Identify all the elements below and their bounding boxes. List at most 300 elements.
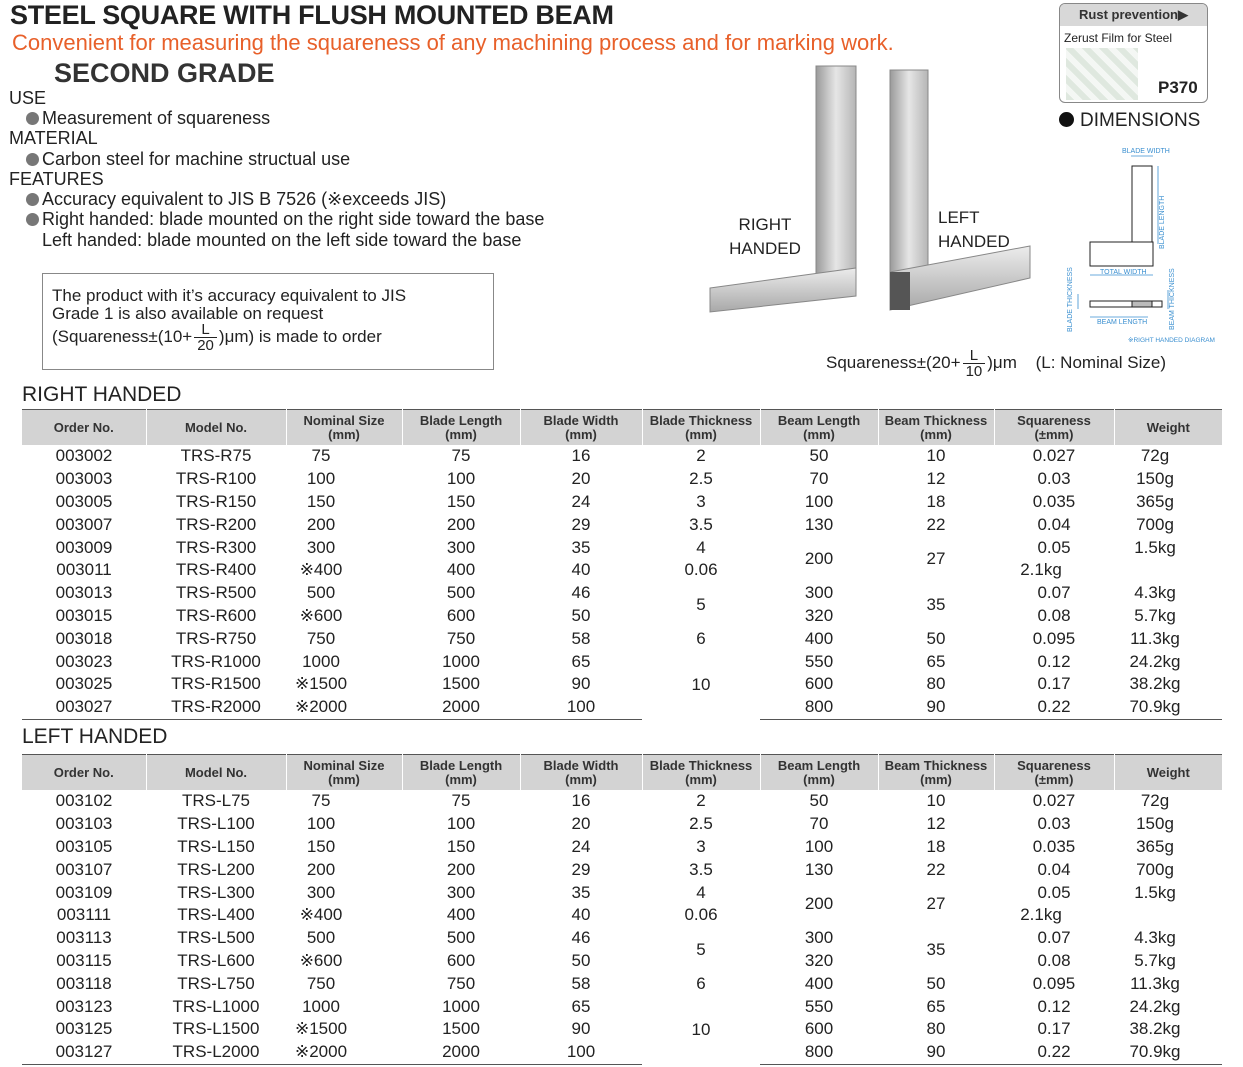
cell-nominal-size: 75 (311, 446, 331, 466)
cell-model-no: TRS-L150 (177, 836, 255, 856)
cell-blade-length: 500 (446, 928, 476, 948)
note-line: The product with it’s accuracy equivalent to JIS (52, 286, 407, 305)
table-body (22, 445, 1222, 719)
table-row (22, 445, 1222, 468)
cell-blade-length: 300 (446, 882, 476, 902)
cell-nominal-size: 300 (306, 882, 336, 902)
cell-squareness: 0.08 (1037, 950, 1071, 970)
cell-weight: 700g (1136, 859, 1174, 879)
cell-model-no: TRS-L400 (177, 905, 255, 925)
cell-beam-thickness: 18 (926, 491, 946, 511)
cell-blade-width: 24 (571, 491, 591, 511)
cell-squareness: 0.035 (1032, 491, 1076, 511)
cell-blade-length: 100 (446, 814, 476, 834)
cell-blade-length: 150 (446, 491, 476, 511)
cell-weight: 11.3kg (1130, 628, 1180, 648)
cell-model-no: TRS-L1000 (172, 996, 260, 1016)
dimensions-heading: DIMENSIONS (1059, 110, 1200, 132)
cell-weight: 1.5kg (1134, 537, 1176, 557)
table-row (22, 1018, 1222, 1041)
cell-blade-length: 750 (446, 973, 476, 993)
left-square-blade (890, 70, 928, 280)
cell-beam-length: 130 (804, 859, 834, 879)
cell-model-no: TRS-R2000 (146, 696, 286, 719)
cell-squareness: 0.05 (1037, 537, 1071, 557)
cell-beam-length: 70 (809, 469, 829, 489)
rust-film-image (1066, 48, 1138, 100)
cell-weight: 70.9kg (1114, 696, 1222, 719)
cell-beam-thickness: 80 (926, 1019, 946, 1039)
cell-beam-thickness: 22 (926, 514, 946, 534)
cell-order-no: 003113 (56, 928, 112, 948)
cell-model-no: TRS-R400 (175, 560, 257, 580)
table-body (22, 790, 1222, 1064)
total-width-label: TOTAL WIDTH (1100, 269, 1147, 276)
column-header-nominal-size: Nominal Size (mm) (286, 755, 402, 791)
blade-thickness-label: BLADE THICKNESS (1067, 267, 1074, 332)
blade-width-label: BLADE WIDTH (1122, 148, 1170, 155)
cell-beam-length: 800 (760, 1041, 878, 1064)
cell-squareness: 0.03 (1037, 814, 1071, 834)
cell-model-no: TRS-R300 (175, 537, 257, 557)
cell-model-no: TRS-R600 (175, 605, 257, 625)
cell-blade-thickness: 3.5 (689, 859, 713, 879)
cell-model-no: TRS-L200 (177, 859, 255, 879)
right-handed-title: RIGHT HANDED (22, 383, 182, 406)
cell-weight: 70.9kg (1114, 1041, 1222, 1064)
cell-model-no: TRS-R75 (180, 446, 252, 466)
cell-beam-length: 50 (809, 446, 829, 466)
cell-squareness: 0.035 (1032, 836, 1076, 856)
feature-item: Accuracy equivalent to JIS B 7526 (※exceeds JIS) (26, 189, 446, 210)
cell-squareness: 0.22 (994, 696, 1114, 719)
right-handed-label: RIGHT HANDED (729, 215, 801, 258)
cell-beam-length: 400 (804, 628, 834, 648)
cell-weight: 72g (1140, 446, 1170, 466)
cell-blade-width: 65 (571, 651, 591, 671)
cell-blade-thickness: 3 (696, 491, 706, 511)
cell-order-no: 003027 (22, 696, 146, 719)
cell-blade-length: 1500 (442, 674, 480, 694)
bullet-icon (1059, 112, 1074, 127)
cell-beam-thickness: 10 (926, 446, 946, 466)
cell-beam-thickness: 65 (926, 651, 946, 671)
cell-blade-width: 20 (571, 814, 591, 834)
cell-blade-length: 750 (446, 628, 476, 648)
cell-squareness: 0.17 (1037, 1019, 1071, 1039)
cell-squareness: 0.12 (1037, 651, 1071, 671)
cell-beam-length: 50 (809, 791, 829, 811)
cell-squareness: 0.027 (1032, 446, 1076, 466)
cell-blade-thickness: 10 (691, 1019, 711, 1039)
table-row (22, 650, 1222, 673)
cell-order-no: 003127 (22, 1041, 146, 1064)
table-row (22, 836, 1222, 859)
cell-blade-width: 40 (571, 905, 591, 925)
cell-weight: 150g (1136, 814, 1174, 834)
cell-weight: 2.1kg (1020, 560, 1062, 580)
cell-model-no: TRS-L600 (177, 950, 255, 970)
cell-model-no: TRS-R1500 (171, 674, 261, 694)
cell-blade-length: 75 (451, 791, 471, 811)
cell-order-no: 003103 (55, 814, 113, 834)
beam-thickness-label: BEAM THICKNESS (1169, 268, 1176, 330)
cell-blade-width: 58 (571, 973, 591, 993)
table-row (22, 559, 1222, 582)
cell-blade-thickness: 6 (696, 973, 706, 993)
table-row (22, 627, 1222, 650)
bullet-icon (26, 112, 39, 125)
cell-model-no: TRS-R500 (175, 583, 257, 603)
table-row (22, 605, 1222, 628)
left-handed-label: LEFT HANDED (938, 208, 1010, 251)
cell-blade-length: 300 (446, 537, 476, 557)
cell-order-no: 003018 (55, 628, 113, 648)
cell-squareness: 0.05 (1037, 882, 1071, 902)
cell-nominal-size: 300 (306, 537, 336, 557)
column-header-blade-length: Blade Length (mm) (402, 410, 520, 446)
cell-nominal-size: ※1500 (294, 1019, 348, 1039)
cell-nominal-size: 1000 (302, 651, 340, 671)
cell-blade-length: 1500 (442, 1019, 480, 1039)
column-header-blade-width: Blade Width (mm) (520, 755, 642, 791)
table-row (22, 513, 1222, 536)
use-item: Measurement of squareness (26, 108, 270, 129)
features-label: FEATURES (9, 169, 104, 189)
cell-beam-length: 320 (804, 950, 834, 970)
cell-nominal-size: ※400 (299, 560, 343, 580)
cell-weight: 1.5kg (1134, 882, 1176, 902)
cell-weight: 5.7kg (1134, 950, 1176, 970)
cell-beam-thickness: 27 (926, 893, 946, 913)
cell-weight: 365g (1136, 836, 1174, 856)
cell-order-no: 003009 (55, 537, 113, 557)
table-row (22, 536, 1222, 559)
column-header-beam-thickness: Beam Thickness (mm) (878, 410, 994, 446)
bullet-icon (26, 193, 39, 206)
left-handed-title: LEFT HANDED (22, 725, 168, 748)
cell-nominal-size: 100 (306, 469, 336, 489)
cell-beam-thickness: 90 (878, 1041, 994, 1064)
table-row (22, 1041, 1222, 1064)
cell-order-no: 003005 (55, 491, 113, 511)
cell-beam-length: 550 (804, 651, 834, 671)
cell-beam-length: 300 (804, 928, 834, 948)
cell-order-no: 003115 (56, 950, 112, 970)
cell-model-no: TRS-L2000 (146, 1041, 286, 1064)
cell-blade-width: 50 (571, 605, 591, 625)
cell-nominal-size: ※400 (299, 905, 343, 925)
cell-squareness: 0.12 (1037, 996, 1071, 1016)
cell-blade-length: 400 (446, 560, 476, 580)
cell-squareness: 0.095 (1032, 628, 1076, 648)
cell-blade-thickness: 10 (691, 674, 711, 694)
cell-beam-thickness: 50 (926, 628, 946, 648)
table-row (22, 881, 1222, 904)
column-header-blade-length: Blade Length (mm) (402, 755, 520, 791)
column-header-model-no: Model No. (146, 755, 286, 791)
cell-blade-thickness: 2.5 (689, 814, 713, 834)
cell-blade-width: 20 (571, 469, 591, 489)
grade-label: SECOND GRADE (54, 58, 275, 88)
cell-model-no: TRS-R1000 (171, 651, 261, 671)
cell-blade-length: 600 (446, 950, 476, 970)
cell-model-no: TRS-L300 (177, 882, 255, 902)
cell-order-no: 003023 (55, 651, 113, 671)
cell-blade-length: 75 (451, 446, 471, 466)
table-row (22, 858, 1222, 881)
cell-order-no: 003118 (56, 973, 112, 993)
column-header-blade-width: Blade Width (mm) (520, 410, 642, 446)
cell-blade-width: 90 (571, 1019, 591, 1039)
table-header-row (22, 755, 1222, 791)
cell-order-no: 003123 (55, 996, 113, 1016)
cell-blade-width: 16 (571, 791, 591, 811)
cell-model-no: TRS-L100 (177, 814, 255, 834)
cell-blade-thickness: 3 (696, 836, 706, 856)
cell-weight: 365g (1136, 491, 1174, 511)
cell-beam-length: 130 (804, 514, 834, 534)
cell-model-no: TRS-L1500 (172, 1019, 260, 1039)
cell-order-no: 003025 (55, 674, 113, 694)
table-row (22, 995, 1222, 1018)
cell-weight: 11.3kg (1130, 973, 1180, 993)
cell-beam-length: 800 (760, 696, 878, 719)
cell-squareness: 0.17 (1037, 674, 1071, 694)
cell-blade-thickness: 3.5 (689, 514, 713, 534)
cell-blade-length: 150 (446, 836, 476, 856)
cell-squareness: 0.04 (1037, 514, 1071, 534)
page-subtitle: Convenient for measuring the squareness of any machining process and for marking work. (12, 30, 894, 55)
cell-order-no: 003125 (55, 1019, 113, 1039)
cell-beam-thickness: 18 (926, 836, 946, 856)
cell-weight: 4.3kg (1134, 583, 1176, 603)
column-header-beam-thickness: Beam Thickness (mm) (878, 755, 994, 791)
cell-order-no: 003105 (55, 836, 113, 856)
cell-order-no: 003109 (55, 882, 113, 902)
squareness-formula: Squareness±(20+ $\frac{L}{10}$ )μm (L: Nominal Size) (826, 347, 1166, 380)
use-label: USE (9, 88, 47, 108)
cell-nominal-size: 500 (306, 928, 336, 948)
cell-blade-thickness: 2 (696, 791, 706, 811)
cell-model-no: TRS-L750 (177, 973, 255, 993)
column-header-squareness: Squareness (±mm) (994, 410, 1114, 446)
cell-nominal-size: ※600 (299, 605, 343, 625)
rust-product-code: P370 (1158, 78, 1198, 97)
cell-blade-width: 24 (571, 836, 591, 856)
blade-length-label: BLADE LENGTH (1159, 195, 1166, 249)
cell-nominal-size: 750 (306, 628, 336, 648)
cell-nominal-size: 150 (306, 491, 336, 511)
cell-blade-width: 100 (520, 696, 642, 719)
cell-blade-thickness: 5 (696, 939, 706, 959)
cell-weight: 38.2kg (1129, 1019, 1181, 1039)
cell-model-no: TRS-R750 (175, 628, 257, 648)
cell-blade-length: 600 (446, 605, 476, 625)
cell-blade-length: 1000 (442, 996, 480, 1016)
cell-order-no: 003107 (55, 859, 113, 879)
feature-item: Right handed: blade mounted on the right side toward the base (26, 209, 544, 230)
cell-beam-thickness: 10 (926, 791, 946, 811)
cell-beam-thickness: 27 (926, 548, 946, 568)
cell-nominal-size: 1000 (302, 996, 340, 1016)
cell-blade-width: 65 (571, 996, 591, 1016)
cell-blade-length: 500 (446, 583, 476, 603)
cell-nominal-size: 150 (306, 836, 336, 856)
cell-blade-width: 90 (571, 674, 591, 694)
column-header-weight: Weight (1114, 410, 1222, 446)
cell-blade-thickness: 4 (696, 882, 706, 902)
left-handed-table (22, 754, 1222, 1065)
table-row (22, 790, 1222, 813)
dimensions-diagram (1060, 144, 1220, 348)
cell-blade-thickness: 2 (696, 446, 706, 466)
cell-beam-thickness: 50 (926, 973, 946, 993)
fraction: $\frac{L}{10}$ (963, 348, 986, 379)
cell-beam-length: 400 (804, 973, 834, 993)
cell-nominal-size: 200 (306, 514, 336, 534)
cell-beam-length: 100 (804, 491, 834, 511)
rust-product-name: Zerust Film for Steel (1064, 31, 1173, 45)
table-row (22, 582, 1222, 605)
cell-weight: 150g (1136, 469, 1174, 489)
right-handed-table (22, 409, 1222, 720)
cell-nominal-size: ※2000 (286, 696, 402, 719)
cell-beam-length: 320 (804, 605, 834, 625)
table-row (22, 904, 1222, 927)
cell-blade-length: 200 (446, 859, 476, 879)
cell-model-no: TRS-R200 (175, 514, 257, 534)
fraction: $\frac{L}{20}$ (194, 322, 217, 353)
table-row (22, 927, 1222, 950)
cell-beam-length: 100 (804, 836, 834, 856)
right-square-blade (816, 66, 856, 276)
cell-nominal-size: 750 (306, 973, 336, 993)
cell-blade-width: 40 (571, 560, 591, 580)
cell-beam-thickness: 90 (878, 696, 994, 719)
cell-beam-thickness: 22 (926, 859, 946, 879)
cell-beam-length: 200 (804, 548, 834, 568)
cell-weight: 2.1kg (1020, 905, 1062, 925)
cell-blade-width: 16 (571, 446, 591, 466)
cell-squareness: 0.06 (684, 905, 718, 925)
right-square-beam (710, 268, 856, 312)
cell-squareness: 0.027 (1032, 791, 1076, 811)
cell-weight: 5.7kg (1134, 605, 1176, 625)
page-title: STEEL SQUARE WITH FLUSH MOUNTED BEAM (10, 0, 614, 30)
table-row (22, 673, 1222, 696)
cell-blade-length: 2000 (402, 1041, 520, 1064)
cell-blade-length: 2000 (402, 696, 520, 719)
column-header-beam-length: Beam Length (mm) (760, 410, 878, 446)
feature-item: Left handed: blade mounted on the left side toward the base (42, 230, 522, 250)
cell-beam-length: 70 (809, 814, 829, 834)
play-arrow-icon: ▶ (1177, 7, 1188, 22)
cell-blade-width: 29 (571, 514, 591, 534)
note-line: Grade 1 is also available on request (52, 304, 324, 323)
cell-order-no: 003013 (55, 583, 113, 603)
cell-blade-length: 400 (446, 905, 476, 925)
cell-model-no: TRS-L75 (181, 791, 251, 811)
cell-blade-length: 200 (446, 514, 476, 534)
cell-weight: 24.2kg (1129, 996, 1181, 1016)
cell-squareness: 0.07 (1037, 928, 1071, 948)
column-header-order-no: Order No. (22, 410, 146, 446)
cell-order-no: 003015 (55, 605, 113, 625)
column-header-squareness: Squareness (±mm) (994, 755, 1114, 791)
cell-beam-length: 300 (804, 583, 834, 603)
table-row (22, 468, 1222, 491)
cell-blade-thickness: 2.5 (689, 469, 713, 489)
cell-nominal-size: ※600 (299, 950, 343, 970)
column-header-model-no: Model No. (146, 410, 286, 446)
bullet-icon (26, 153, 39, 166)
cell-squareness: 0.04 (1037, 859, 1071, 879)
table-row (22, 972, 1222, 995)
cell-blade-width: 35 (571, 882, 591, 902)
cell-squareness: 0.03 (1037, 469, 1071, 489)
rust-prevention-header[interactable]: Rust prevention▶ (1060, 4, 1207, 26)
column-header-order-no: Order No. (22, 755, 146, 791)
cell-blade-thickness: 6 (696, 628, 706, 648)
cell-blade-width: 29 (571, 859, 591, 879)
cell-nominal-size: ※1500 (294, 674, 348, 694)
table-row (22, 696, 1222, 719)
cell-blade-width: 50 (571, 950, 591, 970)
column-header-blade-thickness: Blade Thickness (mm) (642, 410, 760, 446)
cell-blade-thickness: 4 (696, 537, 706, 557)
bullet-icon (26, 213, 39, 226)
beam-length-label: BEAM LENGTH (1097, 319, 1148, 326)
cell-order-no: 003102 (55, 791, 113, 811)
note-formula: (Squareness±(10+ $\frac{L}{20}$ )μm) is made to order (52, 321, 382, 354)
cell-weight: 4.3kg (1134, 928, 1176, 948)
product-photo (700, 60, 1060, 320)
cell-blade-width: 46 (571, 583, 591, 603)
cell-squareness: 0.06 (684, 560, 718, 580)
cell-nominal-size: 100 (306, 814, 336, 834)
cell-beam-length: 550 (804, 996, 834, 1016)
cell-weight: 72g (1140, 791, 1170, 811)
cell-weight: 38.2kg (1129, 674, 1181, 694)
cell-order-no: 003003 (55, 469, 113, 489)
cell-model-no: TRS-R100 (175, 469, 257, 489)
cell-squareness: 0.08 (1037, 605, 1071, 625)
cell-order-no: 003007 (55, 514, 113, 534)
cell-beam-length: 600 (804, 674, 834, 694)
table-row (22, 813, 1222, 836)
material-item: Carbon steel for machine structual use (26, 149, 350, 170)
cell-beam-thickness: 65 (926, 996, 946, 1016)
diagram-caption: ※RIGHT HANDED DIAGRAM (1128, 337, 1215, 344)
column-header-blade-thickness: Blade Thickness (mm) (642, 755, 760, 791)
cell-blade-width: 46 (571, 928, 591, 948)
cell-nominal-size: 75 (311, 791, 331, 811)
cell-beam-thickness: 35 (926, 939, 946, 959)
table-row (22, 491, 1222, 514)
cell-nominal-size: ※2000 (286, 1041, 402, 1064)
cell-blade-length: 100 (446, 469, 476, 489)
column-header-beam-length: Beam Length (mm) (760, 755, 878, 791)
cell-squareness: 0.22 (994, 1041, 1114, 1064)
cell-beam-length: 200 (804, 893, 834, 913)
cell-squareness: 0.07 (1037, 583, 1071, 603)
table-header-row (22, 410, 1222, 446)
cell-beam-thickness: 12 (926, 814, 946, 834)
cell-blade-length: 1000 (442, 651, 480, 671)
cell-beam-thickness: 80 (926, 674, 946, 694)
cell-beam-thickness: 35 (926, 594, 946, 614)
